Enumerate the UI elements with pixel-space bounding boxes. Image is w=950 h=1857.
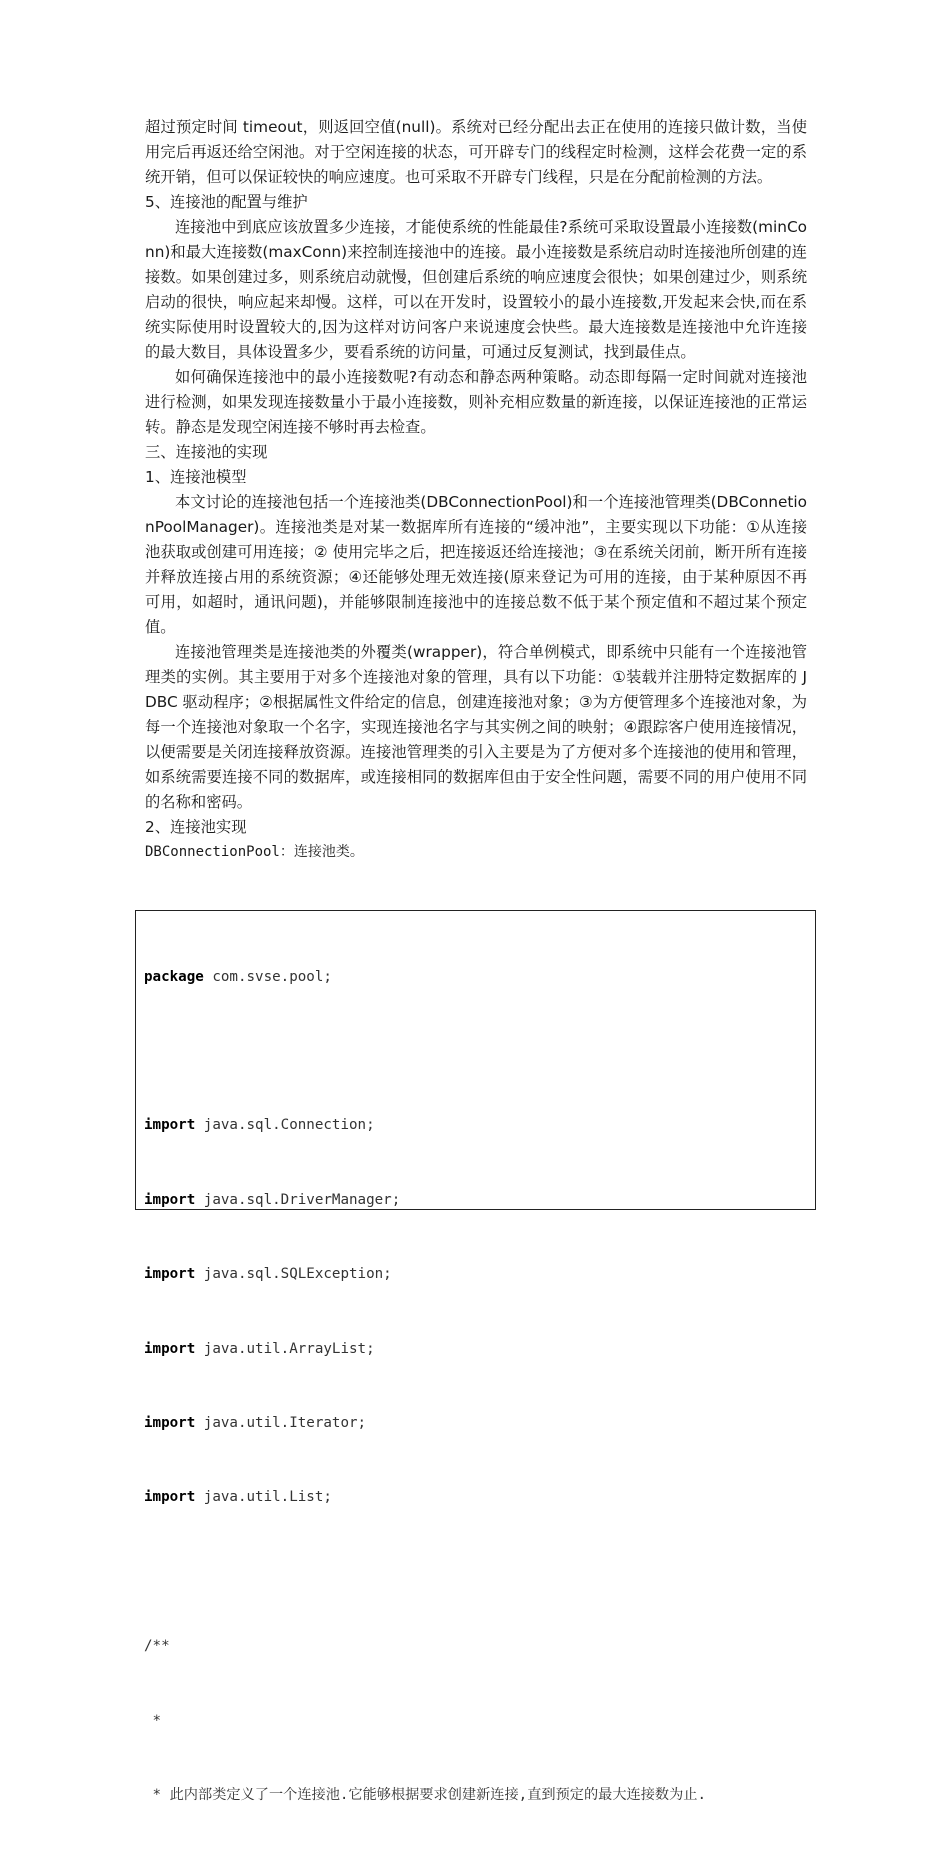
- code-comment: *: [144, 1712, 162, 1729]
- paragraph-pool-manager: 连接池管理类是连接池类的外覆类(wrapper)，符合单例模式，即系统中只能有一个连接池管理类的实例。其主要用于对多个连接池对象的管理，具有以下功能：①装载并注册特定数据库的 JDBC 驱动程序；②根据属性文件给定的信息，创建连接池对象；③为方便管理多个连接池对象，为每一个连接池对象取一个名字，实现连接池名字与其实例之间的映射；④跟踪客户使用连接情况，以便需要是关闭连接释放资源。连接池管理类的引入主要是为了方便对多个连接池的使用和管理，如系统需要连接不同的数据库，或连接相同的数据库但由于安全性问题，需要不同的用户使用不同的名称和密码。: [145, 643, 807, 811]
- code-keyword: import: [144, 1489, 196, 1506]
- code-comment: * 此内部类定义了一个连接池.它能够根据要求创建新连接,直到预定的最大连接数为止.: [144, 1786, 707, 1803]
- code-listing: [135, 910, 816, 1803]
- code-text: java.sql.SQLException;: [195, 1266, 392, 1283]
- section-heading-implementation: 2、连接池实现: [145, 818, 247, 836]
- paragraph-min-max-conn: 连接池中到底应该放置多少连接，才能使系统的性能最佳?系统可采取设置最小连接数(minConn)和最大连接数(maxConn)来控制连接池中的连接。最小连接数是系统启动时连接池所创建的连接数。如果创建过多，则系统启动就慢，但创建后系统的响应速度会很快；如果创建过少，则系统启动的很快，响应起来却慢。这样，可以在开发时，设置较小的最小连接数,开发起来会快,而在系统实际使用时设置较大的,因为这样对访问客户来说速度会快些。最大连接数是连接池中允许连接的最大数目，具体设置多少，要看系统的访问量，可通过反复测试，找到最佳点。: [145, 218, 807, 361]
- code-line: [144, 1262, 815, 1287]
- code-text: java.util.Iterator;: [195, 1414, 367, 1431]
- chapter-heading-implementation: 三、连接池的实现: [145, 443, 268, 461]
- code-keyword: import: [144, 1117, 196, 1134]
- code-text: com.svse.pool;: [203, 968, 332, 985]
- code-keyword: import: [144, 1191, 196, 1208]
- code-keyword: import: [144, 1266, 196, 1283]
- code-line-blank: [144, 1039, 815, 1064]
- code-text: java.util.ArrayList;: [195, 1340, 375, 1357]
- code-line: [144, 965, 815, 990]
- code-line: [144, 1188, 815, 1213]
- code-comment: /**: [144, 1638, 170, 1655]
- body-text: [145, 115, 807, 865]
- code-keyword: package: [144, 968, 204, 985]
- code-line: [144, 1411, 815, 1436]
- code-keyword: import: [144, 1414, 196, 1431]
- code-line: [144, 1337, 815, 1362]
- code-line: [144, 1485, 815, 1510]
- section-heading-config: 5、连接池的配置与维护: [145, 193, 308, 211]
- paragraph-pool-class: 本文讨论的连接池包括一个连接池类(DBConnectionPool)和一个连接池管理类(DBConnetionPoolManager)。连接池类是对某一数据库所有连接的“缓冲池”，主要实现以下功能：①从连接池获取或创建可用连接；② 使用完毕之后，把连接返还给连接池；③在系统关闭前，断开所有连接并释放连接占用的系统资源；④还能够处理无效连接(原来登记为可用的连接，由于某种原因不再可用，如超时，通讯问题)，并能够限制连接池中的连接总数不低于某个预定值和不超过某个预定值。: [145, 493, 807, 636]
- code-line: [144, 1113, 815, 1138]
- code-text: java.sql.DriverManager;: [195, 1191, 401, 1208]
- code-line-blank: [144, 1560, 815, 1585]
- code-text: java.sql.Connection;: [195, 1117, 375, 1134]
- paragraph-timeout: 超过预定时间 timeout，则返回空值(null)。系统对已经分配出去正在使用的连接只做计数，当使用完后再返还给空闲池。对于空闲连接的状态，可开辟专门的线程定时检测，这样会花费一定的系统开销，但可以保证较快的响应速度。也可采取不开辟专门线程，只是在分配前检测的方法。: [145, 118, 807, 186]
- code-keyword: import: [144, 1340, 196, 1357]
- code-text: java.util.List;: [195, 1489, 332, 1506]
- paragraph-min-conn-strategy: 如何确保连接池中的最小连接数呢?有动态和静态两种策略。动态即每隔一定时间就对连接池进行检测，如果发现连接数量小于最小连接数，则补充相应数量的新连接，以保证连接池的正常运转。静态是发现空闲连接不够时再去检查。: [145, 368, 807, 436]
- code-caption: DBConnectionPool：连接池类。: [145, 844, 364, 860]
- section-heading-model: 1、连接池模型: [145, 468, 247, 486]
